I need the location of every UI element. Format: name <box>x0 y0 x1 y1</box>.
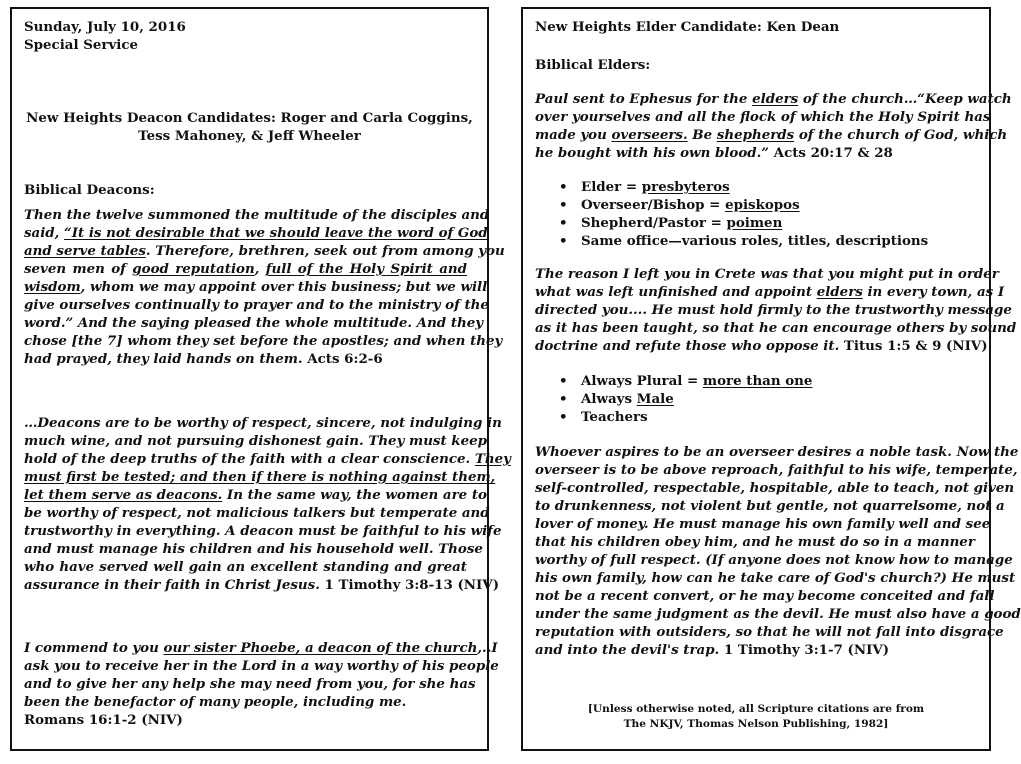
acts-reference: Acts 6:2-6 <box>302 351 383 367</box>
list-item: • Overseer/Bishop = episkopos <box>559 197 800 213</box>
timothy-elders-passage: Whoever aspires to be an overseer desires a noble task. Now the overseer is to be above reproach, faithful to his wife, temperate, self-controlled, respectable, hospitable, able to teach, not given to drunkenness, not violent but gentle, not quarrelsome, not a lover of money. He must manage his own family well and see that his children obey him, and he must do so in a manner worthy of full respect. (If anyone does not know how to manage his own family, how can he take care of God's church?) He must not be a recent convert, or he may become conceited and fall under the same judgment as the devil. He must also have a good reputation with outsiders, so that he will not fall into disgrace and into the devil's trap. 1 Timothy 3:1-7 (NIV) <box>535 444 1021 658</box>
biblical-elders-heading: Biblical Elders: <box>535 57 651 73</box>
biblical-deacons-heading: Biblical Deacons: <box>24 182 155 198</box>
footnote-line1: [Unless otherwise noted, all Scripture citations are from <box>587 703 925 715</box>
romans-passage: I commend to you our sister Phoebe, a deacon of the church,..I ask you to receive her in the Lord in a way worthy of his people and to give her any help she may need from you, for she has been the benefactor of many people, including me. Romans 16:1-2 (NIV) <box>24 640 499 728</box>
titus-passage: The reason I left you in Crete was that you might put in order what was left unfinished and appoint elders in every town, as I directed you.... He must hold firmly to the trustworthy message as it has been taught, so that he can encourage others by sound doctrine and refute those who oppose it. Titus 1:5 & 9 (NIV) <box>535 266 1017 354</box>
left-page <box>10 7 511 751</box>
acts-elders-reference: Acts 20:17 & 28 <box>769 145 893 161</box>
service-title: Special Service <box>24 37 139 53</box>
service-date: Sunday, July 10, 2016 <box>24 19 186 35</box>
right-page <box>521 7 1021 751</box>
acts-passage: Then the twelve summoned the multitude of the disciples and said, “It is not desirable that we should leave the word of God and serve tables. Therefore, brethren, seek out from among you seven men of good reputation, full of the Holy Spirit and wisdom, whom we may appoint over this business; but we will give ourselves continually to prayer and to the ministry of the word.” And the saying pleased the whole multitude. And they chose [the 7] whom they set before the apostles; and when they had prayed, they laid hands on them. Acts 6:2-6 <box>24 207 505 367</box>
list-item: • Teachers <box>559 409 648 425</box>
timothy-deacons-reference: 1 Timothy 3:8-13 (NIV) <box>319 577 500 593</box>
titus-reference: Titus 1:5 & 9 (NIV) <box>839 338 988 354</box>
timothy-deacons-passage: …Deacons are to be worthy of respect, sincere, not indulging in much wine, and not pursuing dishonest gain. They must keep hold of the deep truths of the faith with a clear conscience. They must first be tested; and then if there is nothing against them, let them serve as deacons. In the same way, the women are to be worthy of respect, not malicious talkers but temperate and trustworthy in everything. A deacon must be faithful to his wife and must manage his children and his household well. Those who have served well gain an excellent standing and great assurance in their faith in Christ Jesus. 1 Timothy 3:8-13 (NIV) <box>24 415 511 593</box>
list-item: • Same office—various roles, titles, descriptions <box>559 233 929 249</box>
footnote-line2: The NKJV, Thomas Nelson Publishing, 1982] <box>623 718 889 730</box>
deacon-candidates-line2: Tess Mahoney, & Jeff Wheeler <box>138 128 361 144</box>
acts-elders-passage: Paul sent to Ephesus for the elders of the church…“Keep watch over yourselves and all the flock of which the Holy Spirit has made you overseers. Be shepherds of the church of God, which he bought with his own blood.” Acts 20:17 & 28 <box>535 91 1012 161</box>
deacon-candidates-line1: New Heights Deacon Candidates: Roger and Carla Coggins, <box>26 110 473 126</box>
list-item: • Elder = presbyteros <box>559 179 730 195</box>
list-item: • Always Plural = more than one <box>559 373 813 389</box>
timothy-elders-reference: 1 Timothy 3:1-7 (NIV) <box>719 642 890 658</box>
romans-reference: Romans 16:1-2 (NIV) <box>24 712 183 728</box>
list-item: • Shepherd/Pastor = poimen <box>559 215 783 231</box>
list-item: • Always Male <box>559 391 674 407</box>
elder-candidate-heading: New Heights Elder Candidate: Ken Dean <box>535 19 840 35</box>
